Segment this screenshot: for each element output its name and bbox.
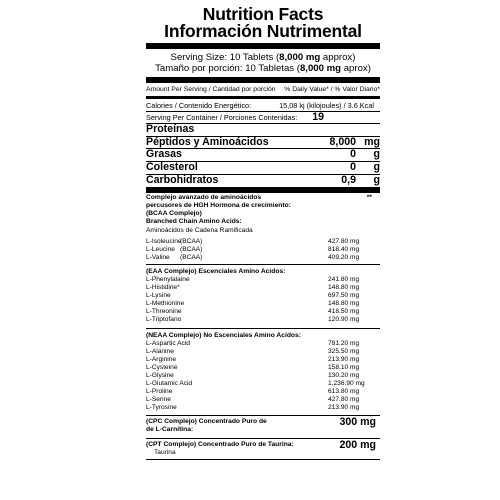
bcaa-list [146,238,380,262]
amino-tag: (BCAA) [180,253,203,261]
amino-value: 781.20 mg [328,339,360,347]
amino-value: 120.90 mg [328,316,360,324]
title-rule [146,43,380,49]
servings-label: Serving Per Container / Porciones Contenidas: [146,112,298,122]
bcaa-rule [146,264,380,265]
amino-name: L-Isoleucine [146,237,182,245]
macro-unit: g [373,160,380,173]
amount-header-right: % Daily Value* / % Valor Diario* [284,86,380,93]
cpc-line1: (CPC Complejo) Concentrado Puro de [146,417,267,425]
macro-unit: g [373,173,380,186]
macro-label: Péptidos y Aminoácidos [146,136,269,148]
amino-value: 325.50 mg [328,347,360,355]
amino-row [146,348,380,356]
amino-name: L-Glysine [146,372,174,380]
cpt-row [146,438,380,457]
amino-value: 818.40 mg [328,245,360,253]
macro-row [146,124,380,136]
macro-rule [146,187,380,193]
serving-suffix-es: aprox) [341,63,371,74]
calories-value: 15,08 kj (kilojoules) / 3.6 Kcal [279,101,374,111]
calories-label: Calories / Contenido Energético: [146,101,252,111]
serving-label-en: Serving Size: 10 Tablets ( [170,52,280,63]
amino-tag: (BCAA) [180,245,203,253]
amino-row [146,300,380,308]
bcaa-title: (BCAA Complejo) [146,210,202,218]
amino-name: L-Valine [146,253,170,261]
amino-name: L-Aspartic Acid [146,339,190,347]
macro-amount: 0 [350,148,356,161]
amino-name: L-Histidine* [146,284,180,292]
amino-value: 213.90 mg [328,355,360,363]
amino-value: 1,236.90 mg [328,380,365,388]
amino-value: 427.80 mg [328,237,360,245]
bcaa-subtitle: Branched Chain Amino Acids: [146,218,242,226]
amino-row [146,284,380,292]
amino-row [146,364,380,372]
cpt-line2: Taurina [154,448,176,456]
amino-value: 130.20 mg [328,372,360,380]
amino-value: 409.20 mg [328,253,360,261]
amount-header-left: Amount Per Serving / Cantidad por porción [146,86,276,93]
amino-row [146,238,380,246]
amino-value: 613.80 mg [328,388,360,396]
serving-amount-en: 8,000 mg [279,52,321,63]
neaa-title: (NEAA Complejo) No Escenciales Amino Acidos: [146,331,301,339]
serving-rule [146,77,380,83]
macro-unit: g [373,148,380,161]
amino-row [146,404,380,412]
amino-name: L-Cysteine [146,363,178,371]
amino-row [146,372,380,380]
amino-value: 148.80 mg [328,284,360,292]
header-rule [146,96,380,99]
amino-row [146,316,380,324]
complex-header-line1: Complejo avanzado de aminoácidos [146,194,262,202]
amino-value: 241.80 mg [328,276,360,284]
calories-row [146,101,380,110]
macro-label: Colesterol [146,161,198,173]
macro-label: Grasas [146,149,182,161]
eaa-title: (EAA Complejo) Escenciales Amino Acidos: [146,267,286,275]
nutrition-facts-panel [146,2,380,494]
amino-value: 213.90 mg [328,404,360,412]
servings-value: 19 [312,110,324,123]
servings-row [146,112,380,124]
macro-row [146,162,380,174]
macro-amount: 8,000 [329,135,356,148]
cpc-line2: de L-Carnitina: [146,425,194,433]
cpc-row [146,415,380,434]
amino-name: L-Lysine [146,292,171,300]
amino-row [146,356,380,364]
complex-header-row [146,194,380,202]
amino-name: L-Serine [146,396,171,404]
amino-name: L-Leucine [146,245,175,253]
amino-name: L-Methionine [146,300,185,308]
macro-label: Carbohidratos [146,174,219,186]
eaa-list [146,276,380,325]
macro-label: Proteínas [146,124,195,136]
amino-value: 158.10 mg [328,363,360,371]
amino-row [146,292,380,300]
amino-name: L-Phenylalaine [146,276,190,284]
title-spanish: Información Nutrimental [164,21,362,41]
amino-row [146,340,380,348]
cpt-value: 200 mg [339,438,376,451]
amino-name: L-Proline [146,388,173,396]
amount-header-row [146,86,380,94]
amino-row [146,396,380,404]
serving-size-english [146,52,380,63]
amino-name: L-Alanine [146,347,174,355]
amino-value: 427.80 mg [328,396,360,404]
amino-name: L-Threonine [146,308,182,316]
amino-row [146,308,380,316]
serving-label-es: Tamaño por porción: 10 Tabletas ( [155,63,300,74]
cpt-line1: (CPT Complejo) Concentrado Puro de Taurina: [146,440,294,448]
amino-name: L-Tyrosine [146,404,177,412]
bcaa-subtitle-spanish: Aminoácidos de Cadena Ramificada [146,226,253,234]
serving-amount-es: 8,000 mg [299,63,342,74]
amino-name: L-Arginine [146,355,177,363]
macro-list [146,124,380,186]
serving-suffix-en: approx) [320,52,356,63]
amino-row [146,276,380,284]
amino-row [146,388,380,396]
complex-header-line2: percusores de HGH Hormona de crecimiento: [146,202,291,210]
amino-name: L-Glutamic Acid [146,380,193,388]
serving-size-spanish [146,63,380,74]
macro-unit: mg [364,135,380,148]
title-english: Nutrition Facts [202,4,324,24]
neaa-list [146,340,380,413]
macro-row [146,149,380,161]
amino-row [146,246,380,254]
amino-row [146,380,380,388]
cpc-value: 300 mg [339,415,376,428]
macro-amount: 0 [350,160,356,173]
amino-row [146,254,380,262]
macro-row [146,137,380,149]
macro-row [146,175,380,187]
amino-value: 418.50 mg [328,308,360,316]
amino-name: L-Triptofano [146,316,182,324]
macro-amount: 0,9 [341,173,356,186]
amino-tag: (BCAA) [180,237,203,245]
complex-header-star: ** [366,194,372,202]
eaa-rule [146,328,380,329]
cpt-rule [146,459,380,460]
amino-value: 148.80 mg [328,300,360,308]
amino-value: 697.50 mg [328,292,360,300]
